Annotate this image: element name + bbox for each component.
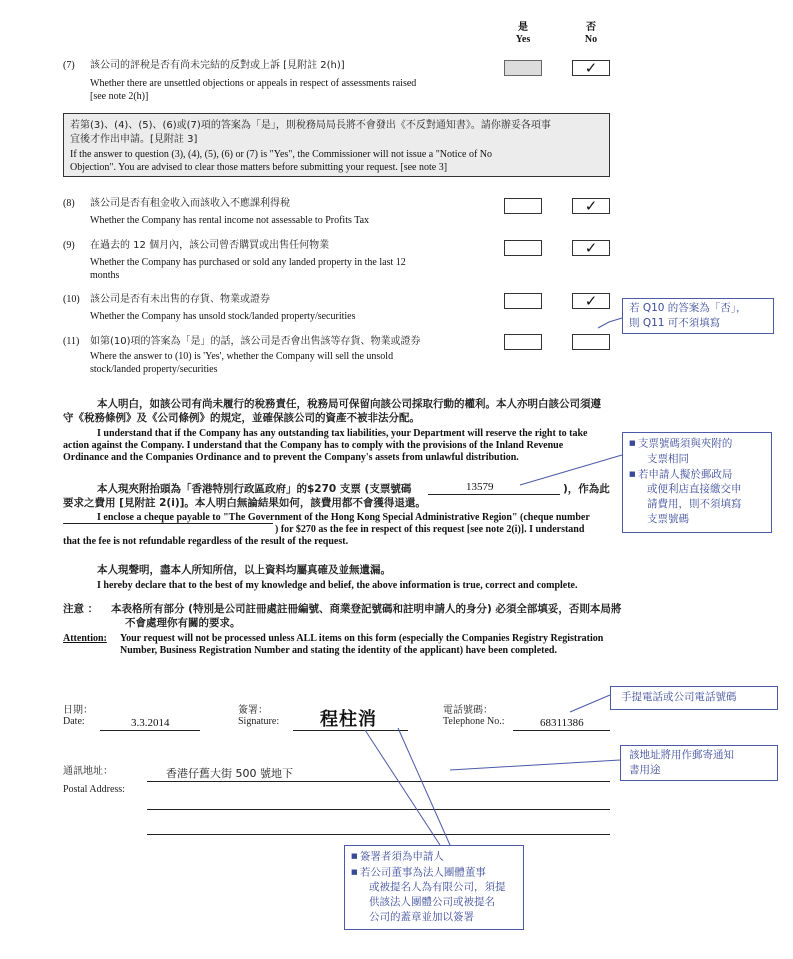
question-zh: 如第(10)項的答案為「是」的話，該公司是否會出售該等存貨、物業或證券 xyxy=(90,336,421,347)
question-en: Whether there are unsettled objections or appeals in respect of assessments raised xyxy=(90,78,417,89)
cheque-zh-line1a: 本人現夾附抬頭為「香港特別行政區政府」的$270 支票 (支票號碼 xyxy=(97,483,412,495)
attention-en-line2: Number, Business Registration Number and stating the identity of the applicant) have been completed. xyxy=(120,645,557,656)
question-en-cont: months xyxy=(90,270,120,281)
attention-zh-label: 注意 ： xyxy=(63,603,99,615)
telephone-label-en: Telephone No.: xyxy=(443,716,505,727)
check-icon: ✓ xyxy=(584,197,598,215)
notice-zh-line1: 若第(3)、(4)、(5)、(6)或(7)項的答案為「是」，則稅務局局長將不會發出《不反對通知書》。請你辦妥各項事 xyxy=(70,120,551,131)
question-en: Whether the Company has purchased or sold any landed property in the last 12 xyxy=(90,257,406,268)
question-en: Whether the Company has unsold stock/landed property/securities xyxy=(90,311,356,322)
no-header: 否 No xyxy=(584,22,598,45)
address-value: 香港仔舊大街 500 號地下 xyxy=(166,767,293,780)
question-en: Where the answer to (10) is 'Yes', whether the Company will sell the unsold xyxy=(90,351,394,362)
understand-zh-line1: 本人明白，如該公司有尚未履行的稅務責任，稅務局可保留向該公司採取行動的權利。本人亦明白該公司須遵 xyxy=(97,398,601,410)
attention-zh-line1: 本表格所有部分 (特別是公司註冊處註冊編號、商業登記號碼和註明申請人的身分) 必須全部填妥，否則本局將 xyxy=(111,603,622,615)
question-number: (11) xyxy=(63,336,80,347)
attention-en-label: Attention: xyxy=(63,633,107,644)
yes-header: 是 Yes xyxy=(515,22,531,45)
understand-en-line2: action against the Company. I understand that the Company has to comply with the provisions of the Inland Revenue xyxy=(63,440,564,451)
attention-en-line1: Your request will not be processed unless ALL items on this form (especially the Companies Registry Registration xyxy=(120,633,604,644)
date-label-en: Date: xyxy=(63,716,85,727)
date-value: 3.3.2014 xyxy=(131,717,170,729)
cheque-zh-line1b: )，作為此 xyxy=(563,483,610,495)
question-number: (9) xyxy=(63,240,75,251)
cheque-annotation: ■ 支票號碼須與夾附的 支票相同 ■ 若申請人擬於郵政局 或便利店直接繳交申 請費用，則不須填寫 支票號碼 xyxy=(622,432,772,533)
cheque-en-line2: ) for $270 as the fee in respect of this request [see note 2(i)]. I understand xyxy=(275,524,585,535)
signature-label-zh: 簽署： xyxy=(238,705,268,716)
address-label-en: Postal Address: xyxy=(63,784,125,795)
understand-en-line3: Ordinance and the Companies Ordinance and to prevent the Company's assets from unlawful distribution. xyxy=(63,452,519,463)
signature-value: 程柱消 xyxy=(320,709,377,730)
notice-en-line1: If the answer to question (3), (4), (5), (6) or (7) is "Yes", the Commissioner will not issue a "Notice of No xyxy=(70,149,492,160)
declare-en: I hereby declare that to the best of my knowledge and belief, the above information is true, correct and complete. xyxy=(97,580,578,591)
question-zh: 在過去的 12 個月內，該公司曾否購買或出售任何物業 xyxy=(90,240,330,251)
cheque-number-value: 13579 xyxy=(466,481,494,493)
signature-annotation: ■ 簽署者須為申請人 ■ 若公司董事為法人團體董事 或被提名人為有限公司，須提 供該法人團體公司或被提名 公司的蓋章並加以簽署 xyxy=(344,845,524,930)
question-number: (8) xyxy=(63,198,75,209)
attention-zh-line2: 不會處理你有關的要求。 xyxy=(125,617,241,629)
cheque-en-line3: that the fee is not refundable regardless of the result of the request. xyxy=(63,536,349,547)
question-zh: 該公司是否有租金收入而該收入不應課利得稅 xyxy=(90,198,290,209)
notice-zh-line2: 宜後才作出申請。[見附註 3] xyxy=(70,134,198,145)
address-label-zh: 通訊地址： xyxy=(63,766,113,777)
notice-en-line2: Objection". You are advised to clear those matters before submitting your request. [see note 3] xyxy=(70,162,448,173)
question-en: Whether the Company has rental income not assessable to Profits Tax xyxy=(90,215,370,226)
declare-zh: 本人現聲明，盡本人所知所信，以上資料均屬真確及並無遺漏。 xyxy=(97,564,391,576)
telephone-label-zh: 電話號碼： xyxy=(443,705,493,716)
check-icon: ✓ xyxy=(584,239,598,257)
question-number: (10) xyxy=(63,294,80,305)
question-en-cont: [see note 2(h)] xyxy=(90,91,149,102)
cheque-zh-line2: 要求之費用 [見附註 2(i)]。本人明白無論結果如何，該費用都不會獲得退還。 xyxy=(63,497,426,509)
check-icon: ✓ xyxy=(584,59,598,77)
telephone-annotation: 手提電話或公司電話號碼 xyxy=(610,686,778,710)
signature-label-en: Signature: xyxy=(238,716,280,727)
address-annotation: 該地址將用作郵寄通知 書用途 xyxy=(620,745,778,781)
telephone-value: 68311386 xyxy=(540,717,584,729)
question-en-cont: stock/landed property/securities xyxy=(90,364,218,375)
question-zh: 該公司的評稅是否有尚未完結的反對或上訴 [見附註 2(h)] xyxy=(90,60,345,71)
question-zh: 該公司是否有未出售的存貨、物業或證券 xyxy=(90,294,270,305)
question-number: (7) xyxy=(63,60,75,71)
cheque-en-line1: I enclose a cheque payable to "The Government of the Hong Kong Special Administrative Region" (cheque number xyxy=(97,512,590,523)
understand-en-line1: I understand that if the Company has any outstanding tax liabilities, your Department will reserve the right to take xyxy=(97,428,588,439)
date-label-zh: 日期： xyxy=(63,705,93,716)
q10-annotation: 若 Q10 的答案為「否」， 則 Q11 可不須填寫 xyxy=(622,298,774,334)
check-icon: ✓ xyxy=(584,292,598,310)
understand-zh-line2: 守《稅務條例》及《公司條例》的規定，並確保該公司的資產不被非法分配。 xyxy=(63,412,420,424)
